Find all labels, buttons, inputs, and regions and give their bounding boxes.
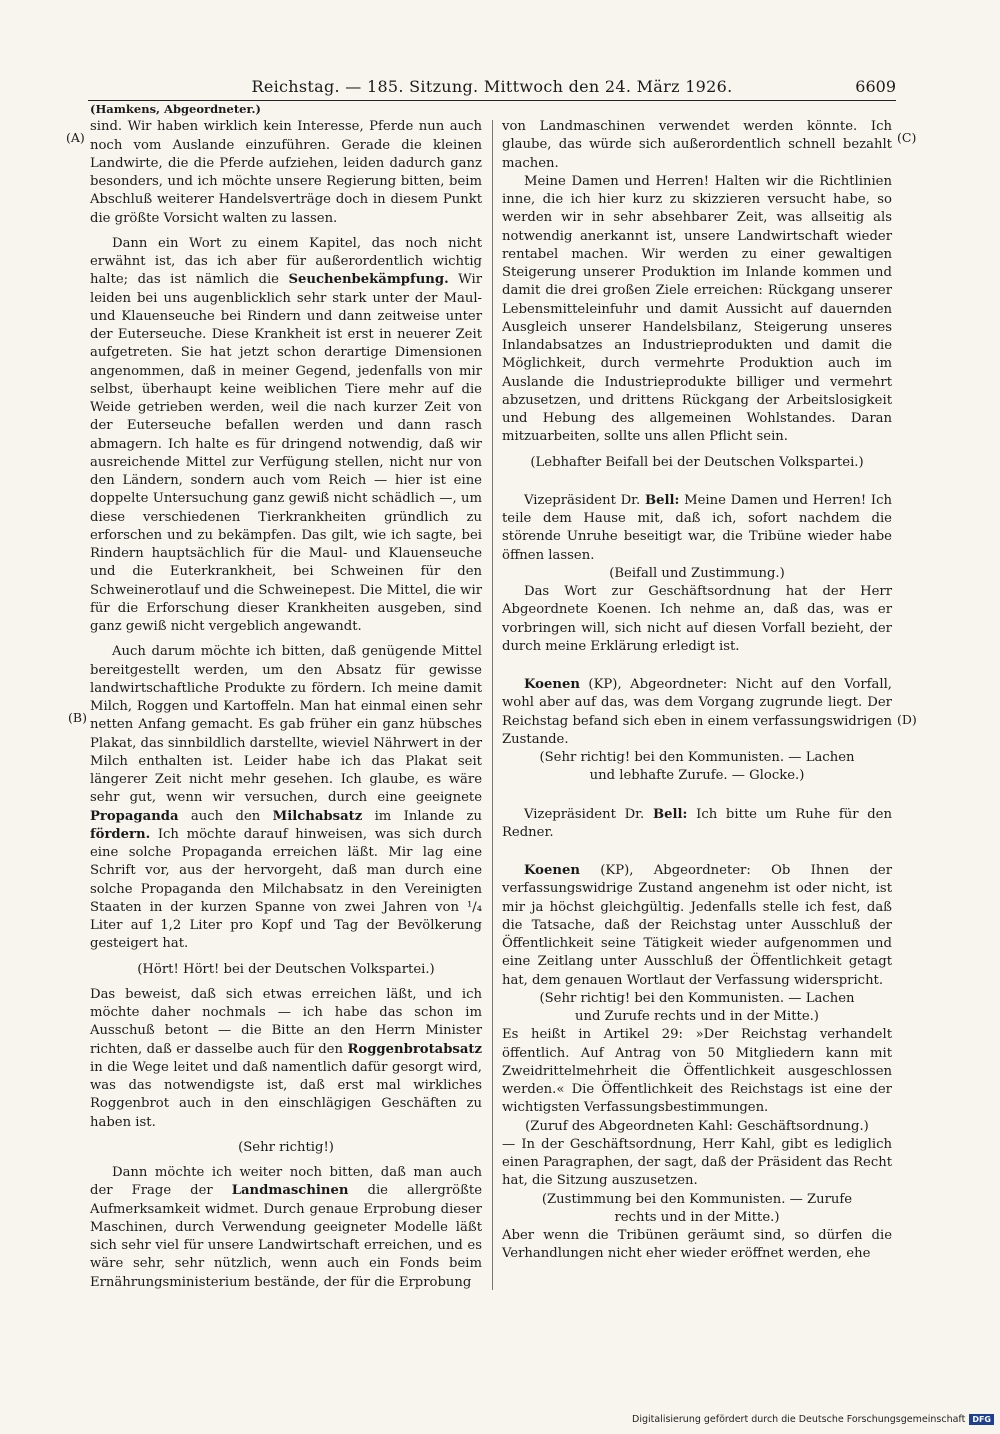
left-column <box>90 100 482 1292</box>
paragraph: sind. Wir haben wirklich kein Interesse, Pferde nun auch noch vom Auslande einzuführen. Gerade die kleinen Landwirte, die die Pferde aufziehen, leiden dadurch ganz besonders, und ich möchte unsere Regierung bitten, beim Abschluß weiterer Handelsverträge doch in diesem Punkt die größte Vorsicht walten zu lassen. <box>90 119 482 226</box>
margin-mark-c: (C) <box>897 130 917 145</box>
paragraph: Aber wenn die Tribünen geräumt sind, so dürfen die Verhandlungen nicht eher wieder eröffnet werden, ehe <box>502 1228 892 1262</box>
digitization-credit <box>632 1414 994 1425</box>
interjection: (Lebhafter Beifall bei der Deutschen Volkspartei.) <box>530 454 864 470</box>
margin-mark-d: (D) <box>897 712 917 727</box>
interjection: und lebhafte Zurufe. — Glocke.) <box>589 768 805 784</box>
margin-mark-a: (A) <box>66 130 85 145</box>
paragraph: Dann ein Wort zu einem Kapitel, das noch nicht erwähnt ist, das ich aber für außerordentlich wichtig halte; das ist nämlich die Seuchenbekämpfung. Wir leiden bei uns augenblicklich sehr stark unter der Maul- und Klauenseuche bei Rindern und dann zeitweise unter der Euterseuche. Diese Krankheit ist erst in neuerer Zeit aufgetreten. Sie hat jetzt schon derartige Dimensionen angenommen, daß in meiner Gegend, jedenfalls von mir selbst, überhaupt keine weiblichen Tiere mehr auf die Weide getrieben werden, weil die nach kurzer Zeit von der Euterseuche befallen werden und dann rasch abmagern. Ich halte es für dringend notwendig, daß wir ausreichende Mittel zur Verfügung stellen, nicht nur von den Ländern, sondern auch vom Reich — hier ist eine doppelte Untersuchung ganz gewiß nicht schädlich —, um diese verschiedenen Tierkrankheiten gründlich zu erforschen und zu bekämpfen. Das gilt, wie ich sagte, bei Rindern hauptsächlich für die Maul- und Klauenseuche und die Euterkrankheit, bei Schweinen für den Schweinerotlauf und die Schweinepest. Die Mittel, die wir für die Erforschung dieser Krankheiten ausgeben, sind ganz gewiß nicht vergeblich angewandt. <box>90 235 482 634</box>
dfg-logo: DFG <box>969 1414 994 1425</box>
interjection: (Hört! Hört! bei der Deutschen Volkspartei.) <box>137 961 435 977</box>
paragraph: von Landmaschinen verwendet werden könnte. Ich glaube, das würde sich außerordentlich schnell bezahlt machen. <box>502 119 892 171</box>
paragraph: Dann möchte ich weiter noch bitten, daß man auch der Frage der Landmaschinen die allergrößte Aufmerksamkeit widmet. Durch genaue Erprobung dieser Maschinen, durch Verwendung geeigneter Modelle läßt sich sehr viel für unsere Landwirtschaft erreichen, und es wäre sehr, sehr nützlich, wenn auch ein Fonds beim Ernährungsministerium bestände, der für die Erprobung <box>90 1165 482 1290</box>
interjection: (Zuruf des Abgeordneten Kahl: Geschäftsordnung.) <box>525 1118 869 1134</box>
paragraph: — In der Geschäftsordnung, Herr Kahl, gibt es lediglich einen Paragraphen, der sagt, daß der Präsident das Recht hat, die Sitzung auszusetzen. <box>502 1136 892 1189</box>
paragraph: Das Wort zur Geschäftsordnung hat der Herr Abgeordnete Koenen. Ich nehme an, daß das, was er vorbringen will, sich nicht auf diesen Vorfall bezieht, der durch meine Erklärung erledigt ist. <box>502 584 892 654</box>
interjection: (Beifall und Zustimmung.) <box>609 565 785 581</box>
speech: Vizepräsident Dr. Bell: Ich bitte um Ruhe für den Redner. <box>502 806 892 840</box>
margin-mark-b: (B) <box>68 710 87 725</box>
page-number: 6609 <box>855 77 896 96</box>
page-header <box>88 74 896 100</box>
running-title: Reichstag. — 185. Sitzung. Mittwoch den 24. März 1926. <box>251 77 733 96</box>
credit-text: Digitalisierung gefördert durch die Deutsche Forschungsgemeinschaft <box>632 1414 966 1425</box>
speech: Koenen (KP), Abgeordneter: Nicht auf den Vorfall, wohl aber auf das, was dem Vorgang zugrunde liegt. Der Reichstag befand sich eben in einem verfassungswidrigen Zustande. <box>502 677 892 747</box>
paragraph: Meine Damen und Herren! Halten wir die Richtlinien inne, die ich hier kurz zu skizzieren versucht habe, so werden wir in sehr absehbarer Zeit, was allseitig als notwendig anerkannt ist, unsere Landwirtschaft wieder rentabel machen. Wir werden zu einer gewaltigen Steigerung unserer Produktion im Inlande kommen und damit die drei großen Ziele erreichen: Rückgang unserer Lebensmitteleinfuhr und damit Aussicht auf dauernden Ausgleich unserer Handelsbilanz, Steigerung unseres Inlandabsatzes an Industrieprodukten und damit die Möglichkeit, durch vermehrte Produktion auch im Auslande die Industrieprodukte billiger und vermehrt abzusetzen, und drittens Rückgang der Arbeitslosigkeit und Hebung des allgemeinen Wohlstandes. Daran mitzuarbeiten, sollte uns allen Pflicht sein. <box>502 173 892 445</box>
column-divider <box>492 120 493 1290</box>
speech: Koenen (KP), Abgeordneter: Ob Ihnen der verfassungswidrige Zustand angenehm ist oder nicht, ist mir ja höchst gleichgültig. Jedenfalls stelle ich fest, daß die Tatsache, daß der Reichstag unter Ausschluß der Öffentlichkeit seine Tätigkeit wieder aufgenommen und eine Zeitlang unter Ausschluß der Öffentlichkeit getagt hat, dem genauen Wortlaut der Verfassung widerspricht. <box>502 863 892 988</box>
interjection: (Sehr richtig! bei den Kommunisten. — Lachen <box>539 990 855 1006</box>
speaker-continuation: (Hamkens, Abgeordneter.) <box>90 102 261 116</box>
speech: Vizepräsident Dr. Bell: Meine Damen und Herren! Ich teile dem Hause mit, daß ich, sofort nachdem die störende Unruhe beseitigt war, die Tribüne wieder habe öffnen lassen. <box>502 492 892 563</box>
interjection: (Sehr richtig!) <box>238 1139 334 1155</box>
paragraph: Es heißt in Artikel 29: »Der Reichstag verhandelt öffentlich. Auf Antrag von 50 Mitgliedern kann mit Zweidrittelmehrheit die Öffentlichkeit ausgeschlossen werden.« Die Öffentlichkeit des Reichstags ist eine der wichtigsten Verfassungsbestimmungen. <box>502 1027 892 1116</box>
interjection: (Sehr richtig! bei den Kommunisten. — Lachen <box>539 750 855 765</box>
interjection: (Zustimmung bei den Kommunisten. — Zurufe <box>541 1191 853 1207</box>
paragraph: Das beweist, daß sich etwas erreichen läßt, und ich möchte daher nochmals — ich habe das schon im Ausschuß betont — die Bitte an den Herrn Minister richten, daß er dasselbe auch für den Roggenbrotabsatz in die Wege leitet und daß namentlich dafür gesorgt wird, was das notwendigste ist, daß erst mal wirkliches Roggenbrot auch in den einschlägigen Geschäften zu haben ist. <box>90 986 482 1130</box>
interjection: rechts und in der Mitte.) <box>614 1209 780 1225</box>
interjection: und Zurufe rechts und in der Mitte.) <box>575 1009 819 1024</box>
right-column <box>502 118 892 1264</box>
paragraph: Auch darum möchte ich bitten, daß genügende Mittel bereitgestellt werden, um den Absatz für gewisse landwirtschaftliche Produkte zu fördern. Ich meine damit Milch, Roggen und Kartoffeln. Man hat einmal einen sehr netten Anfang gemacht. Es gab früher ein ganz hübsches Plakat, das sinnbildlich darstellte, wieviel Nährwert in der Milch enthalten ist. Leider habe ich das Plakat seit längerer Zeit nicht mehr gesehen. Ich glaube, es wäre sehr gut, wenn wir versuchen, durch eine geeignete Propaganda auch den Milchabsatz im Inlande zu fördern. Ich möchte darauf hinweisen, was sich durch eine solche Propaganda erreichen läßt. Mir lag eine Schrift vor, aus der hervorgeht, daß man durch eine solche Propaganda den Milchabsatz in den Vereinigten Staaten in der kurzen Spanne von zwei Jahren von ¹/₄ Liter auf 1,2 Liter pro Kopf und Tag der Bevölkerung gesteigert hat. <box>90 644 482 952</box>
